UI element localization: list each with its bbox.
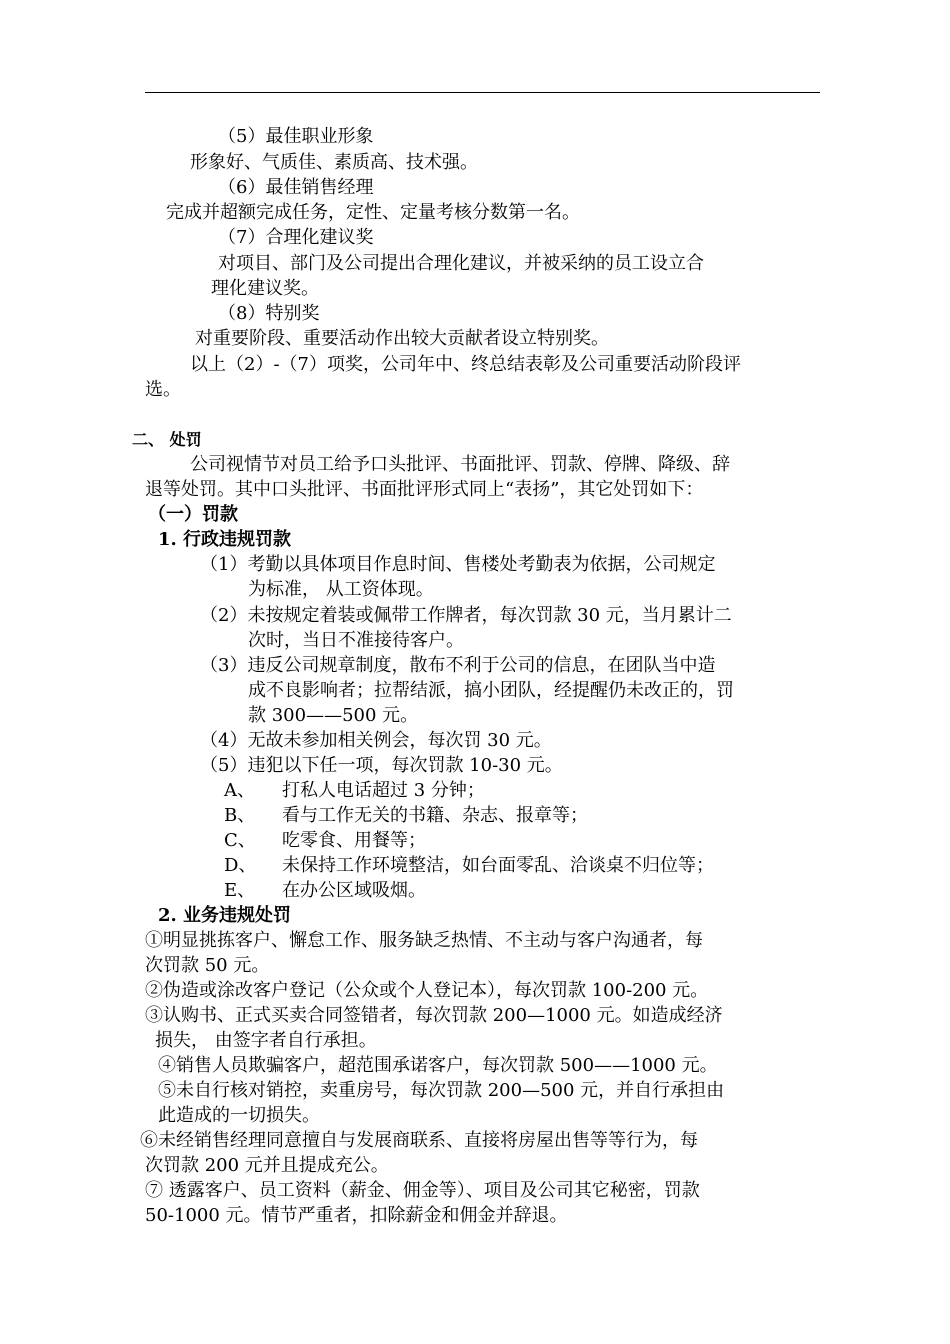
admin-rule-4: （4）无故未参加相关例会，每次罚 30 元。 <box>200 730 552 751</box>
business-rule-7-cont: 50-1000 元。情节严重者，扣除薪金和佣金并辞退。 <box>145 1205 568 1226</box>
award-7-desc-cont: 理化建议奖。 <box>211 278 319 299</box>
subheading-fines: （一）罚款 <box>148 504 238 525</box>
business-rule-3-cont: 损失， 由签字者自行承担。 <box>155 1030 377 1051</box>
list-item-key: A、 <box>224 780 255 801</box>
list-item-key: E、 <box>224 880 256 901</box>
admin-rule-2-cont: 次时，当日不准接待客户。 <box>248 630 464 651</box>
award-5-title: （5）最佳职业形象 <box>218 126 374 147</box>
business-rule-5: ⑤未自行核对销控，卖重房号，每次罚款 200—500 元，并自行承担由 <box>158 1080 725 1101</box>
business-rule-5-cont: 此造成的一切损失。 <box>158 1105 320 1126</box>
business-rule-7: ⑦ 透露客户、员工资料（薪金、佣金等）、项目及公司其它秘密，罚款 <box>145 1180 700 1201</box>
award-5-desc: 形象好、气质佳、素质高、技术强。 <box>190 152 478 173</box>
admin-rule-3: （3）违反公司规章制度，散布不利于公司的信息，在团队当中造 <box>200 655 716 676</box>
header-rule <box>145 92 820 93</box>
business-rule-2: ②伪造或涂改客户登记（公众或个人登记本），每次罚款 100-200 元。 <box>145 980 709 1001</box>
admin-rule-1: （1）考勤以具体项目作息时间、售楼处考勤表为依据，公司规定 <box>200 554 716 575</box>
award-8-desc: 对重要阶段、重要活动作出较大贡献者设立特别奖。 <box>195 328 609 349</box>
section-heading-penalty: 二、 处罚 <box>132 430 202 449</box>
list-item-text: 吃零食、用餐等； <box>282 830 426 851</box>
award-summary: 以上（2）-（7）项奖，公司年中、终总结表彰及公司重要活动阶段评 <box>190 354 741 375</box>
list-item-text: 未保持工作环境整洁，如台面零乱、洽谈桌不归位等； <box>282 855 714 876</box>
business-rule-6-cont: 次罚款 200 元并且提成充公。 <box>145 1155 389 1176</box>
penalty-intro-cont: 退等处罚。其中口头批评、书面批评形式同上“表扬”，其它处罚如下： <box>145 479 704 500</box>
admin-rule-2: （2）未按规定着装或佩带工作牌者，每次罚款 30 元，当月累计二 <box>200 605 732 626</box>
admin-rule-5: （5）违犯以下任一项，每次罚款 10-30 元。 <box>200 755 563 776</box>
list-item-key: C、 <box>224 830 256 851</box>
admin-rule-3-cont2: 款 300——500 元。 <box>248 705 419 726</box>
business-rule-3: ③认购书、正式买卖合同签错者，每次罚款 200—1000 元。如造成经济 <box>145 1005 723 1026</box>
award-7-desc: 对项目、部门及公司提出合理化建议，并被采纳的员工设立合 <box>218 253 704 274</box>
subheading-business-fines: 2. 业务违规处罚 <box>158 905 292 926</box>
business-rule-6: ⑥未经销售经理同意擅自与发展商联系、直接将房屋出售等等行为，每 <box>140 1130 698 1151</box>
award-6-desc: 完成并超额完成任务，定性、定量考核分数第一名。 <box>166 202 580 223</box>
award-7-title: （7）合理化建议奖 <box>218 227 374 248</box>
business-rule-4: ④销售人员欺骗客户，超范围承诺客户，每次罚款 500——1000 元。 <box>158 1055 718 1076</box>
list-item-key: D、 <box>224 855 257 876</box>
business-rule-1-cont: 次罚款 50 元。 <box>145 955 270 976</box>
list-item-text: 看与工作无关的书籍、杂志、报章等； <box>282 805 588 826</box>
award-summary-cont: 选。 <box>145 379 181 400</box>
admin-rule-3-cont: 成不良影响者；拉帮结派，搞小团队，经提醒仍未改正的，罚 <box>248 680 734 701</box>
award-8-title: （8）特别奖 <box>218 303 320 324</box>
admin-rule-1-cont: 为标准， 从工资体现。 <box>248 579 434 600</box>
business-rule-1: ①明显挑拣客户、懈怠工作、服务缺乏热情、不主动与客户沟通者，每 <box>145 930 703 951</box>
list-item-key: B、 <box>224 805 256 826</box>
subheading-admin-fines: 1. 行政违规罚款 <box>158 529 292 550</box>
penalty-intro: 公司视情节对员工给予口头批评、书面批评、罚款、停牌、降级、辞 <box>190 454 730 475</box>
list-item-text: 打私人电话超过 3 分钟； <box>282 780 485 801</box>
award-6-title: （6）最佳销售经理 <box>218 177 374 198</box>
list-item-text: 在办公区域吸烟。 <box>282 880 426 901</box>
